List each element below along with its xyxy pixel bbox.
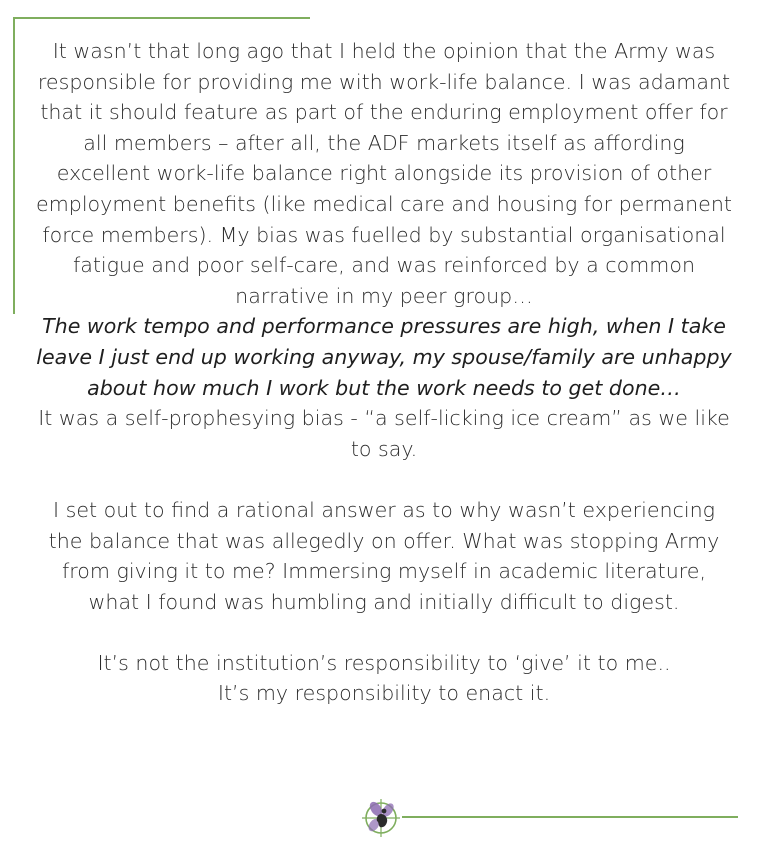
article-body (34, 36, 734, 709)
paragraph-opinion: It wasn’t that long ago that I held the opinion that the Army was responsible for providing me with work-life balance. I was adamant that it should feature as part of the enduring employment offer for all members – after all, the ADF markets itself as affording excellent work-life balance right alongside its provision of other employment benefits (like medical care and housing for permanent force members). My bias was fuelled by substantial organisational fatigue and poor self-care, and was reinforced by a common narrative in my peer group… (36, 39, 732, 308)
conclusion-line-2: It’s my responsibility to enact it. (217, 681, 551, 706)
paragraph-spacer (34, 617, 734, 648)
frame-top-border (13, 17, 310, 19)
paragraph-research: I set out to find a rational answer as to why wasn’t experiencing the balance that was allegedly on offer. What was stopping Army from giving it to me? Immersing myself in academic literature, what I found was humbling and initially difficult to digest. (48, 497, 720, 614)
paragraph-bias: It was a self-prophesying bias - “a self-licking ice cream” as we like to say. (38, 406, 730, 461)
compass-wellbeing-logo-icon (360, 797, 402, 839)
conclusion-line-1: It’s not the institution’s responsibility to ‘give’ it to me.. (97, 650, 671, 675)
frame-bottom-border (402, 816, 738, 818)
frame-left-border (13, 17, 15, 314)
paragraph-peer-quote: The work tempo and performance pressures are high, when I take leave I just end up working anyway, my spouse/family are unhappy about how much I work but the work needs to get done… (36, 314, 732, 400)
paragraph-spacer (34, 464, 734, 495)
